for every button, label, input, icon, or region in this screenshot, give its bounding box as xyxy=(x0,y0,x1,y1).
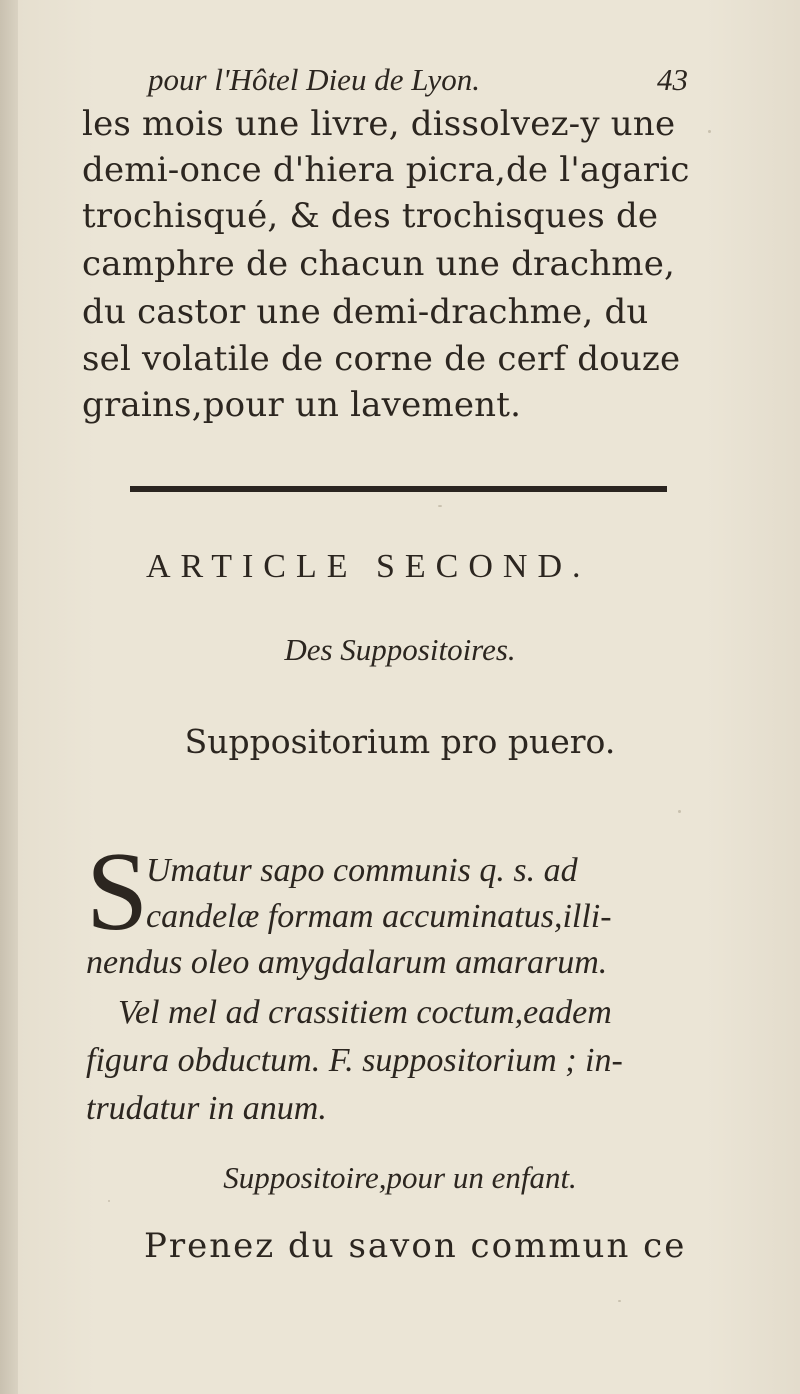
text-line-4: camphre de chacun une drachme, xyxy=(82,244,676,284)
recipe-line-3: nendus oleo amygdalarum amararum. xyxy=(86,944,608,981)
text-line-3: trochisqué, & des trochisques de xyxy=(82,196,659,236)
final-line: Prenez du savon commun ce xyxy=(144,1226,687,1266)
running-head: pour l'Hôtel Dieu de Lyon. xyxy=(148,62,481,97)
recipe-line-2: candelæ formam accuminatus,illi- xyxy=(146,898,612,935)
text-line-6: sel volatile de corne de cerf douze xyxy=(82,339,681,379)
page-number: 43 xyxy=(657,62,688,97)
page-header xyxy=(148,62,688,102)
text-line-7: grains,pour un lavement. xyxy=(82,385,522,425)
article-subtitle: Des Suppositoires. xyxy=(284,632,516,667)
recipe-line-1: Umatur sapo communis q. s. ad xyxy=(146,852,578,889)
french-heading: Suppositoire,pour un enfant. xyxy=(223,1160,577,1195)
article-title: ARTICLE SECOND. xyxy=(146,548,591,585)
text-line-5: du castor une demi-drachme, du xyxy=(82,292,649,332)
drop-cap: S xyxy=(86,830,149,954)
text-line-1: les mois une livre, dissolvez-y une xyxy=(82,104,676,144)
recipe-line-4: Vel mel ad crassitiem coctum,eadem xyxy=(118,994,612,1031)
latin-heading: Suppositorium pro puero. xyxy=(184,722,616,761)
text-line-2: demi-once d'hiera picra,de l'agaric xyxy=(82,150,690,190)
section-rule xyxy=(130,486,667,492)
recipe-line-6: trudatur in anum. xyxy=(86,1090,327,1127)
recipe-line-5: figura obductum. F. suppositorium ; in- xyxy=(86,1042,623,1079)
book-page xyxy=(18,0,800,1394)
